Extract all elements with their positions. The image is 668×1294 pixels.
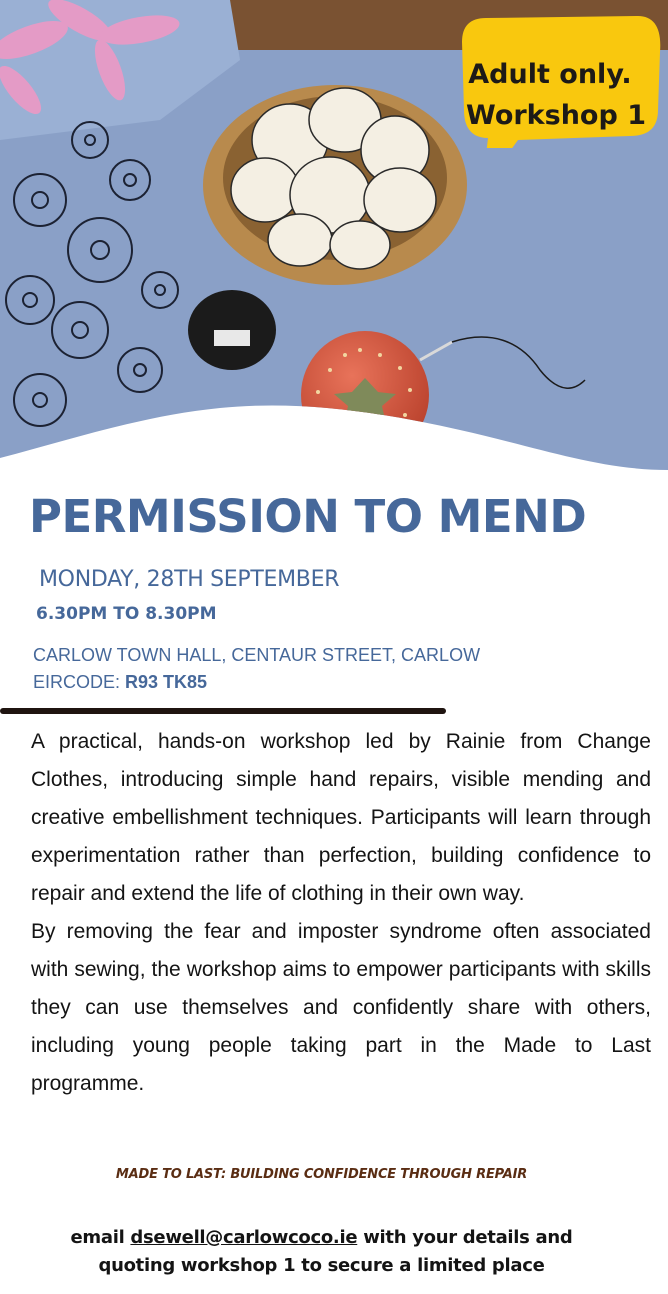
- description-paragraph-1: A practical, hands-on workshop led by Rainie from Change Clothes, introducing simple hand repairs, visible mending and creative embellishment techniques. Participants will learn through experimentation rather than perfection, building confidence to repair and extend the life of clothing in their own way.: [31, 730, 651, 905]
- cta-line-1: [0, 1224, 643, 1252]
- thread-label: [214, 330, 250, 346]
- description-paragraph-2: By removing the fear and imposter syndrome often associated with sewing, the workshop aims to empower participants with skills they can use themselves and confidently share with others, including young people taking part in the Made to Last programme.: [31, 920, 651, 1095]
- cta-line-2: quoting workshop 1 to secure a limited place: [98, 1255, 545, 1276]
- badge-line-2: Workshop 1: [466, 100, 646, 131]
- event-eircode: [33, 672, 207, 693]
- eircode-label: EIRCODE:: [33, 672, 126, 692]
- event-venue: CARLOW TOWN HALL, CENTAUR STREET, CARLOW: [33, 645, 481, 665]
- eircode-value: R93 TK85: [125, 672, 208, 692]
- badge-text: [466, 54, 646, 136]
- event-title: PERMISSION TO MEND: [29, 490, 587, 543]
- description: [31, 723, 651, 1103]
- booking-instructions: [0, 1224, 643, 1280]
- event-time: 6.30PM TO 8.30PM: [36, 604, 217, 624]
- email-link[interactable]: dsewell@carlowcoco.ie: [130, 1227, 358, 1248]
- cta-prefix: email: [70, 1227, 131, 1248]
- badge-line-1: Adult only.: [468, 59, 632, 90]
- cta-suffix: with your details and: [357, 1227, 573, 1248]
- section-divider: [0, 708, 446, 714]
- programme-tagline: MADE TO LAST: BUILDING CONFIDENCE THROUGH REPAIR: [115, 1167, 528, 1182]
- event-date: MONDAY, 28TH SEPTEMBER: [39, 567, 340, 592]
